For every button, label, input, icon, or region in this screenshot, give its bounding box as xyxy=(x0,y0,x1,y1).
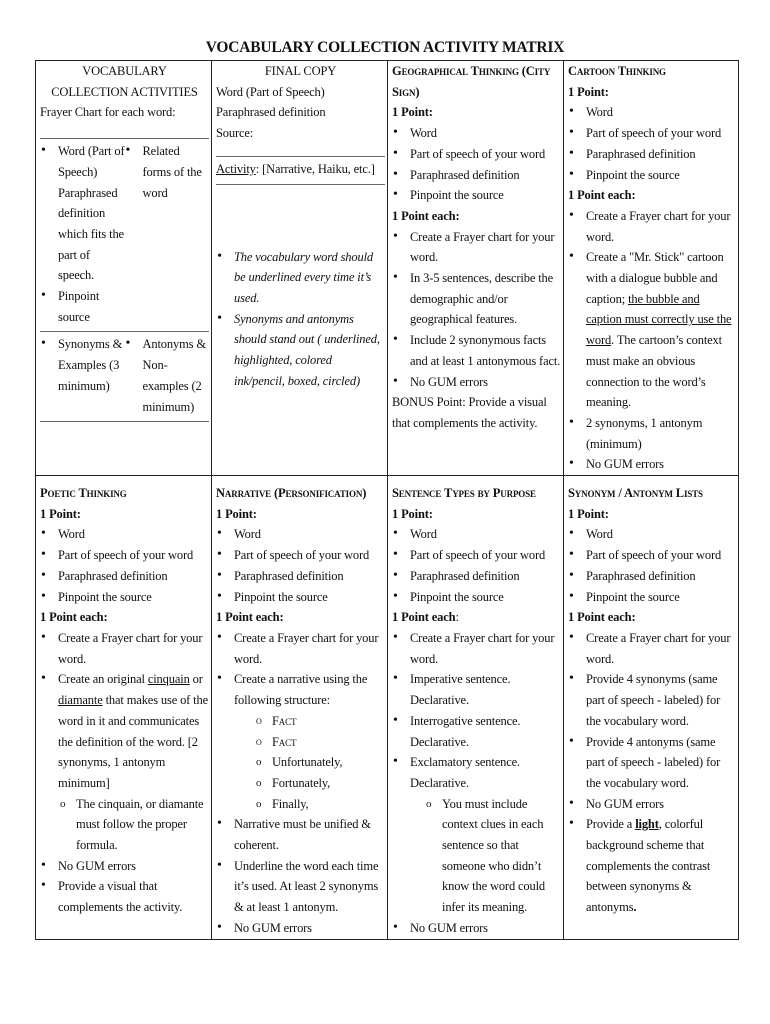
one-point-each-label: 1 Point each: xyxy=(568,610,636,625)
list-item: • Part of speech of your word xyxy=(40,545,209,566)
list-item: • Imperative sentence. Declarative. xyxy=(392,669,561,710)
final-copy-notes xyxy=(216,247,385,392)
list-item: • No GUM errors xyxy=(216,918,385,939)
list-item: • Word xyxy=(392,524,561,545)
list-item: • Create a Frayer chart for your word. xyxy=(568,206,736,247)
list-item: • Word xyxy=(568,524,736,545)
list-item: • Paraphrased definition xyxy=(216,566,385,587)
frayer-subtitle: Frayer Chart for each word: xyxy=(40,105,176,120)
cell-vocabulary-collection xyxy=(36,61,212,476)
cell-sentence-types xyxy=(388,476,564,939)
list-item: • Synonyms and antonyms should stand out ( underlined, highlighted, colored ink/pencil, boxed, circled) xyxy=(216,309,385,392)
list-item: • 2 synonyms, 1 antonym (minimum) xyxy=(568,413,736,454)
final-copy-line: Word (Part of Speech) Paraphrased definition xyxy=(216,84,326,120)
list-item: • Part of speech of your word xyxy=(392,144,561,165)
frayer-quadrant-2 xyxy=(125,139,210,332)
list-item: • Create a Frayer chart for your word. xyxy=(392,227,561,268)
list-item: • No GUM errors xyxy=(568,794,736,815)
frayer-chart xyxy=(40,138,209,422)
sub-list-item: o The cinquain, or diamante must follow the proper formula. xyxy=(58,794,209,856)
list-item: • In 3-5 sentences, describe the demographic and/or geographical features. xyxy=(392,268,561,330)
one-point-label: 1 Point: xyxy=(40,506,81,521)
list-item: • Paraphrased definition xyxy=(392,165,561,186)
list-item: • Related forms of the word xyxy=(125,141,210,203)
activity-label: Activity xyxy=(216,161,256,176)
one-point-list xyxy=(568,102,736,185)
list-item: • Paraphrased definition xyxy=(568,144,736,165)
cell-poetic-thinking xyxy=(36,476,212,939)
list-item: • Create a narrative using the following structure: o Fact o Fact o Unfortunately, o Fortunately, o Finally, xyxy=(216,669,385,814)
list-item: • Pinpoint the source xyxy=(392,185,561,206)
list-item: • Pinpoint the source xyxy=(568,165,736,186)
page-title: VOCABULARY COLLECTION ACTIVITY MATRIX xyxy=(205,39,565,56)
one-point-each-label: 1 Point each: xyxy=(216,610,284,625)
list-item: • Pinpoint the source xyxy=(40,587,209,608)
list-item: • Create a "Mr. Stick" cartoon with a dialogue bubble and caption; the bubble and caption must correctly use the word. The cartoon’s context must make an obvious connection to the word’s meaning. xyxy=(568,247,736,413)
cell-cartoon-thinking xyxy=(564,61,739,476)
list-item: • Part of speech of your word xyxy=(392,545,561,566)
sub-list-item: o You must include context clues in each sentence so that someone who didn’t know the word could infer its meaning. xyxy=(424,794,561,918)
one-point-each-list xyxy=(392,227,561,393)
one-point-each-label: 1 Point each: xyxy=(40,610,108,625)
frayer-quadrant-1 xyxy=(40,139,125,332)
sub-list-item: o Fact xyxy=(254,711,385,732)
final-copy-activity xyxy=(216,156,385,185)
one-point-list xyxy=(568,524,736,607)
matrix-row-2 xyxy=(36,476,739,939)
list-item: • Exclamatory sentence. Declarative. o You must include context clues in each sentence so that someone who didn’t know the word could infer its meaning. xyxy=(392,752,561,918)
list-item: • Pinpoint the source xyxy=(216,587,385,608)
activity-matrix xyxy=(35,60,739,940)
list-item: • Provide 4 synonyms (same part of speech - labeled) for the vocabulary word. xyxy=(568,669,736,731)
sub-list-item: o Finally, xyxy=(254,794,385,815)
one-point-list xyxy=(216,524,385,607)
one-point-list xyxy=(392,524,561,607)
list-item: • Part of speech of your word xyxy=(568,123,736,144)
list-item: • Provide a light, colorful background scheme that complements the contrast between synonyms & antonyms. xyxy=(568,814,736,918)
one-point-each-label: 1 Point each: xyxy=(392,208,460,223)
list-item: • Paraphrased definition xyxy=(392,566,561,587)
list-item: • Synonyms & Examples (3 minimum) xyxy=(40,334,125,396)
cell-final-copy xyxy=(212,61,388,476)
one-point-label: 1 Point: xyxy=(568,506,609,521)
final-copy-source: Source: xyxy=(216,126,254,141)
one-point-each-list xyxy=(216,628,385,939)
one-point-label: 1 Point: xyxy=(392,506,433,521)
list-item: • Pinpoint source xyxy=(40,286,125,327)
list-item: • Paraphrased definition xyxy=(40,566,209,587)
frayer-quadrant-4 xyxy=(125,332,210,422)
list-item: • Antonyms & Non-examples (2 minimum) xyxy=(125,334,210,417)
sub-list-item: o Unfortunately, xyxy=(254,752,385,773)
one-point-each-list xyxy=(392,628,561,939)
cell-heading: VOCABULARY COLLECTION ACTIVITIES xyxy=(51,64,198,99)
list-item: • No GUM errors xyxy=(392,918,561,939)
cell-geographical-thinking xyxy=(388,61,564,476)
cell-synonym-antonym-lists xyxy=(564,476,739,939)
one-point-label: 1 Point: xyxy=(568,84,609,99)
list-item: • Word xyxy=(216,524,385,545)
matrix-row-1 xyxy=(36,61,739,476)
cell-heading: Geographical Thinking (City Sign) xyxy=(392,64,551,99)
sub-list-item: o Fortunately, xyxy=(254,773,385,794)
list-item: • Part of speech of your word xyxy=(568,545,736,566)
one-point-list xyxy=(40,524,209,607)
cell-heading: Poetic Thinking xyxy=(40,486,127,501)
one-point-list xyxy=(392,123,561,206)
list-item: • Part of speech of your word xyxy=(216,545,385,566)
sub-list-item: o Fact xyxy=(254,732,385,753)
list-item: • Create a Frayer chart for your word. xyxy=(40,628,209,669)
one-point-each-label: 1 Point each: xyxy=(568,188,636,203)
list-item: • Narrative must be unified & coherent. xyxy=(216,814,385,855)
cell-heading: FINAL COPY xyxy=(264,64,337,78)
list-item: • Create a Frayer chart for your word. xyxy=(392,628,561,669)
list-item: • The vocabulary word should be underlined every time it’s used. xyxy=(216,247,385,309)
list-item: • No GUM errors xyxy=(392,372,561,393)
list-item: • Provide a visual that complements the activity. xyxy=(40,876,209,917)
cell-heading: Synonym / Antonym Lists xyxy=(568,486,703,501)
one-point-each-list xyxy=(568,206,736,475)
list-item: • Word xyxy=(568,102,736,123)
list-item: • Interrogative sentence. Declarative. xyxy=(392,711,561,752)
list-item: • Word xyxy=(40,524,209,545)
bonus-point: BONUS Point: Provide a visual that complements the activity. xyxy=(392,395,547,430)
activity-text: : [Narrative, Haiku, etc.] xyxy=(255,161,375,176)
list-item: • No GUM errors xyxy=(40,856,209,877)
list-item: • Include 2 synonymous facts and at least 1 antonymous fact. xyxy=(392,330,561,371)
cell-heading: Cartoon Thinking xyxy=(568,64,666,78)
cell-heading: Narrative (Personification) xyxy=(216,486,367,501)
list-item: • Word xyxy=(392,123,561,144)
list-item: • Word (Part of Speech) Paraphrased definition which fits the part of speech. xyxy=(40,141,125,286)
list-item: • Create a Frayer chart for your word. xyxy=(568,628,736,669)
one-point-each-list xyxy=(568,628,736,918)
list-item: • Underline the word each time it’s used. At least 2 synonyms & at least 1 antonym. xyxy=(216,856,385,918)
list-item: • Paraphrased definition xyxy=(568,566,736,587)
cell-narrative xyxy=(212,476,388,939)
list-item: • Pinpoint the source xyxy=(392,587,561,608)
one-point-each-list xyxy=(40,628,209,918)
list-item: • Create a Frayer chart for your word. xyxy=(216,628,385,669)
one-point-label: 1 Point: xyxy=(216,506,257,521)
list-item: • Pinpoint the source xyxy=(568,587,736,608)
list-item: • Create an original cinquain or diamante that makes use of the word in it and communicates the definition of the word. [2 synonyms, 1 antonym minimum] o The cinquain, or diamante must follow the proper formula. xyxy=(40,669,209,855)
cell-heading: Sentence Types by Purpose xyxy=(392,486,536,501)
one-point-label: 1 Point: xyxy=(392,105,433,120)
frayer-quadrant-3 xyxy=(40,332,125,422)
list-item: • No GUM errors xyxy=(568,454,736,475)
one-point-each-label: 1 Point each: xyxy=(392,610,459,625)
list-item: • Provide 4 antonyms (same part of speech - labeled) for the vocabulary word. xyxy=(568,732,736,794)
